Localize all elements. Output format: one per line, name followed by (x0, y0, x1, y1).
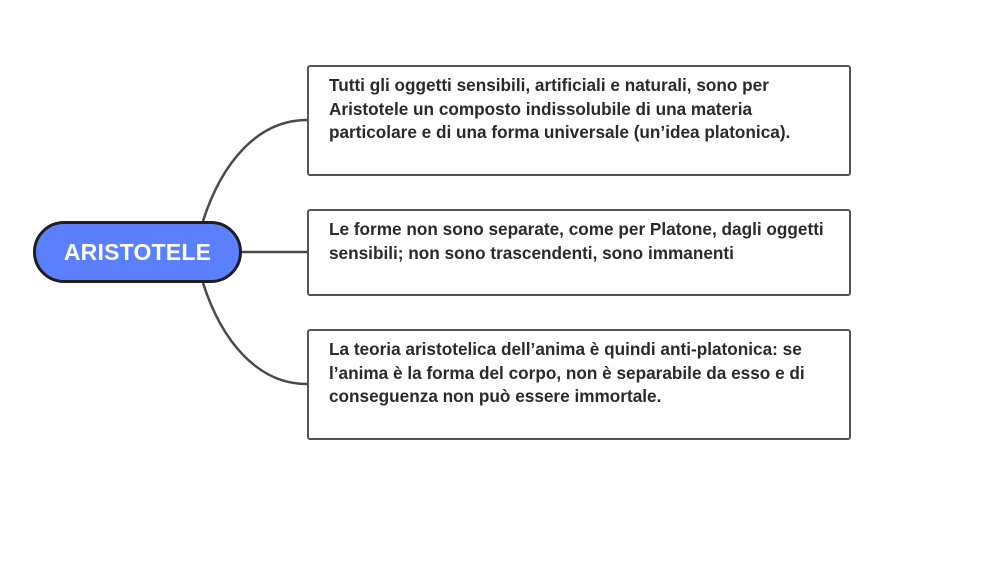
central-topic-label: ARISTOTELE (63, 238, 212, 265)
branch-box-3[interactable] (307, 329, 851, 440)
branch-box-2[interactable] (307, 209, 851, 296)
connector-to-branch-1 (203, 120, 307, 221)
branch-text-2: Le forme non sono separate, come per Platone, dagli oggetti sensibili; non sono trascendenti, sono immanenti (329, 219, 824, 263)
branch-box-1[interactable] (307, 65, 851, 176)
central-topic-node[interactable] (33, 221, 242, 283)
connector-to-branch-3 (203, 283, 307, 384)
branch-text-3: La teoria aristotelica dell’anima è quindi anti-platonica: se l’anima è la forma del corpo, non è separabile da esso e di conseguenza non può essere immortale. (329, 339, 805, 406)
branch-text-1: Tutti gli oggetti sensibili, artificiali e naturali, sono per Aristotele un composto indissolubile di una materia particolare e di una forma universale (un’idea platonica). (329, 75, 791, 142)
